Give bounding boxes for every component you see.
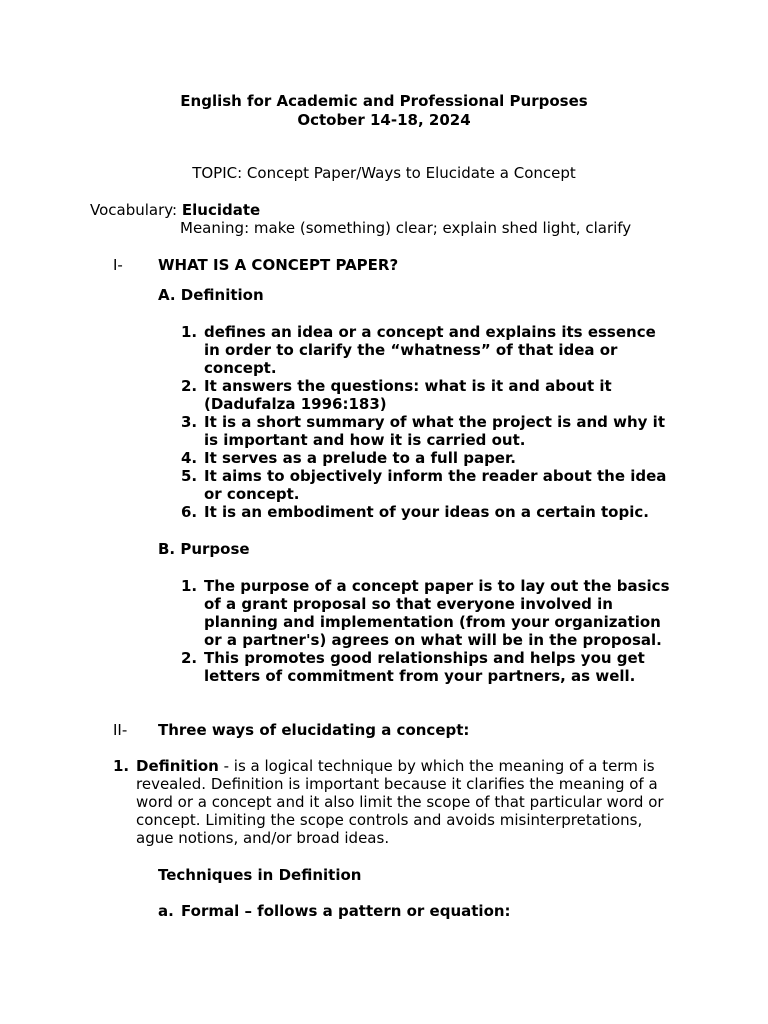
list-item: 2. This promotes good relationships and helps you get letters of commitment from your partners, as well. — [181, 649, 645, 685]
course-title: English for Academic and Professional Purposes — [180, 92, 588, 110]
section-2-numeral: II- — [113, 721, 128, 739]
vocabulary-line — [90, 201, 260, 219]
vocabulary-meaning: Meaning: make (something) clear; explain shed light, clarify — [180, 219, 632, 237]
techniques-heading: Techniques in Definition — [158, 866, 362, 884]
definition-term: Definition — [136, 757, 219, 775]
list-item: 6. It is an embodiment of your ideas on a certain topic. — [181, 503, 649, 521]
purpose-heading: B. Purpose — [158, 540, 250, 558]
list-item: 4. It serves as a prelude to a full paper. — [181, 449, 516, 467]
section-1-title: WHAT IS A CONCEPT PAPER? — [158, 256, 399, 274]
definition-heading: A. Definition — [158, 286, 264, 304]
list-item: 2. It answers the questions: what is it and about it (Dadufalza 1996:183) — [181, 377, 612, 413]
vocabulary-label: Vocabulary: — [90, 201, 178, 219]
section-2-title: Three ways of elucidating a concept: — [158, 721, 470, 739]
purpose-list — [181, 577, 676, 685]
list-item: 5. It aims to objectively inform the reader about the idea or concept. — [181, 467, 667, 503]
list-item: 1. The purpose of a concept paper is to lay out the basics of a grant proposal so that everyone involved in planning and implementation (from your organization or a partner's) agrees on what will be in the proposal. — [181, 577, 670, 649]
technique-a-text: Formal – follows a pattern or equation: — [181, 902, 511, 920]
definition-list — [181, 323, 676, 521]
technique-a-letter: a. — [158, 902, 174, 920]
definition-item-number: 1. — [113, 757, 130, 775]
definition-paragraph — [136, 757, 671, 847]
definition-text: - is a logical technique by which the meaning of a term is revealed. Definition is important because it clarifies the meaning of a word or a concept and it also limit the scope of that particular word or concept. Limiting the scope controls and avoids misinterpretations, ague notions, and/or broad ideas. — [136, 757, 664, 847]
list-item: 3. It is a short summary of what the project is and why it is important and how it is carried out. — [181, 413, 665, 449]
date-range: October 14-18, 2024 — [297, 111, 471, 129]
list-item: 1. defines an idea or a concept and explains its essence in order to clarify the “whatness” of that idea or concept. — [181, 323, 656, 377]
topic-line: TOPIC: Concept Paper/Ways to Elucidate a Concept — [192, 164, 576, 182]
section-1-numeral: I- — [113, 256, 123, 274]
vocabulary-word: Elucidate — [181, 201, 261, 219]
